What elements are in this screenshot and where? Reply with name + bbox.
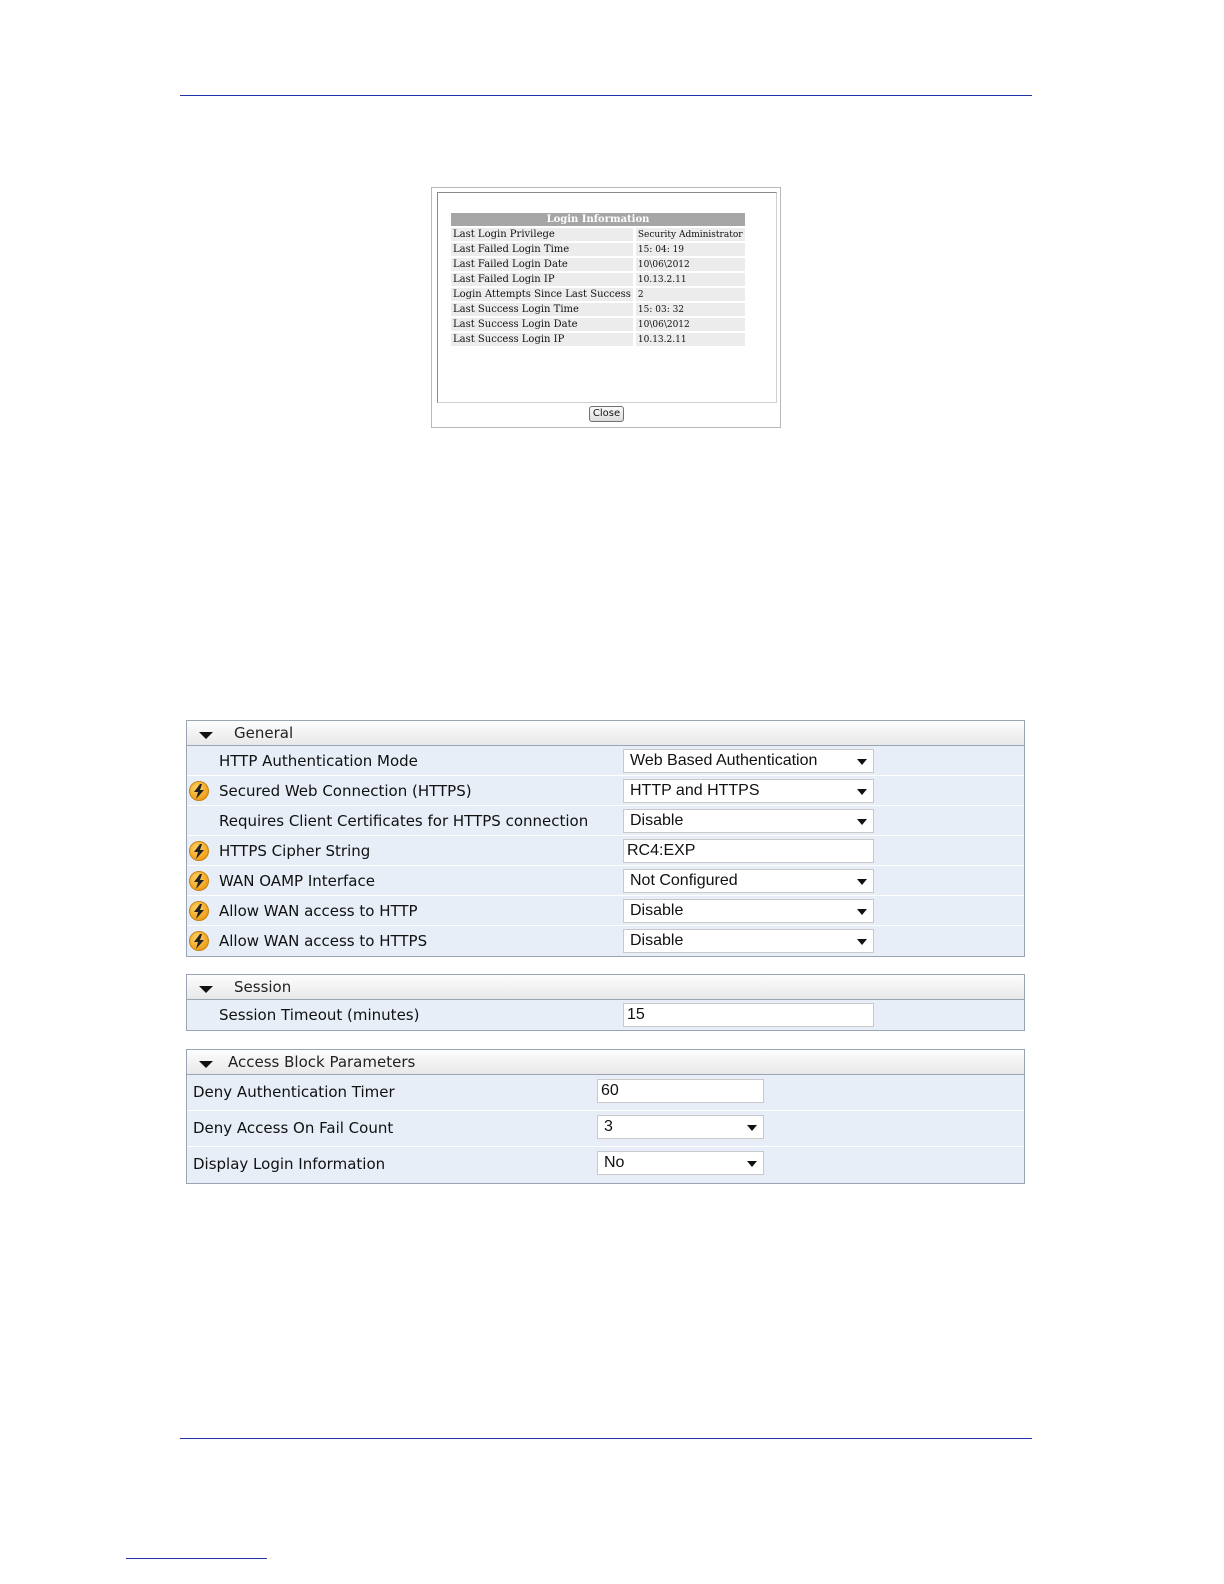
setting-row-deny-auth-timer [187,1075,1024,1111]
client-certificates-select[interactable] [623,809,874,833]
setting-label: Allow WAN access to HTTPS [219,932,428,950]
session-panel-header[interactable] [187,975,1024,1000]
select-value: 3 [604,1118,613,1135]
setting-label: Deny Authentication Timer [193,1083,395,1101]
lightning-bolt-icon [189,901,209,921]
select-value: Web Based Authentication [630,752,818,769]
collapse-caret-icon[interactable] [199,732,213,739]
setting-row-display-login-info [187,1147,1024,1183]
row-value: 15: 04: 19 [633,243,745,256]
collapse-caret-icon[interactable] [199,1061,213,1068]
lightning-bolt-icon [189,841,209,861]
display-login-info-select[interactable] [597,1151,764,1175]
row-label: Last Login Privilege [451,228,633,241]
general-panel [186,720,1025,957]
session-panel-title: Session [234,978,292,996]
dropdown-arrow-icon [857,759,867,765]
select-value: Disable [630,902,684,919]
row-value: 10\06\2012 [633,258,745,271]
table-row [451,303,745,316]
close-button[interactable]: Close [589,406,624,422]
row-value: 15: 03: 32 [633,303,745,316]
table-row [451,333,745,346]
row-label: Last Failed Login Date [451,258,633,271]
lightning-bolt-icon [189,871,209,891]
row-value: Security Administrator [633,228,745,241]
setting-label: Requires Client Certificates for HTTPS connection [219,812,589,830]
session-panel [186,974,1025,1031]
setting-row-allow-wan-http [187,896,1024,926]
http-auth-mode-select[interactable] [623,749,874,773]
dropdown-arrow-icon [857,819,867,825]
dropdown-arrow-icon [857,909,867,915]
login-information-table [451,211,745,348]
select-value: Disable [630,812,684,829]
dropdown-arrow-icon [857,789,867,795]
setting-label: Allow WAN access to HTTP [219,902,418,920]
input-value: 60 [601,1082,619,1099]
row-label: Login Attempts Since Last Success [453,289,631,300]
general-panel-header[interactable] [187,721,1024,746]
input-value: 15 [627,1006,645,1023]
row-value: 10\06\2012 [633,318,745,331]
setting-row-wan-oamp-interface [187,866,1024,896]
dropdown-arrow-icon [747,1161,757,1167]
https-cipher-string-input[interactable] [623,839,874,863]
header-rule [180,95,1032,96]
setting-row-allow-wan-https [187,926,1024,956]
footnote-rule [126,1558,267,1559]
setting-row-deny-access-fail-count [187,1111,1024,1147]
row-label: Last Success Login IP [451,333,633,346]
setting-label: Display Login Information [193,1155,386,1173]
setting-label: Deny Access On Fail Count [193,1119,394,1137]
setting-row-client-certificates [187,806,1024,836]
table-row [451,243,745,256]
deny-auth-timer-input[interactable] [597,1079,764,1103]
setting-label: HTTP Authentication Mode [219,752,418,770]
dropdown-arrow-icon [747,1125,757,1131]
access-block-panel-header[interactable] [187,1050,1024,1075]
table-row [451,258,745,271]
setting-label: HTTPS Cipher String [219,842,371,860]
input-value: RC4:EXP [627,842,696,859]
lightning-bolt-icon [189,931,209,951]
row-label: Last Success Login Date [451,318,633,331]
setting-label: Session Timeout (minutes) [219,1006,420,1024]
row-label: Last Failed Login Time [451,243,633,256]
wan-oamp-interface-select[interactable] [623,869,874,893]
login-information-title: Login Information [451,213,745,226]
dropdown-arrow-icon [857,939,867,945]
row-label: Last Success Login Time [451,303,633,316]
select-value: No [604,1154,625,1171]
row-value: 10.13.2.11 [633,333,745,346]
login-information-dialog [431,187,781,428]
general-panel-title: General [234,724,294,742]
lightning-bolt-icon [189,781,209,801]
row-value: 2 [633,288,745,301]
access-block-panel-title: Access Block Parameters [228,1053,416,1071]
dropdown-arrow-icon [857,879,867,885]
collapse-caret-icon[interactable] [199,986,213,993]
setting-label: Secured Web Connection (HTTPS) [219,782,472,800]
setting-row-secured-web-connection [187,776,1024,806]
login-information-content [437,192,777,403]
table-row [451,273,745,286]
row-value: 10.13.2.11 [633,273,745,286]
select-value: Not Configured [630,872,738,889]
table-row [451,318,745,331]
deny-access-fail-count-select[interactable] [597,1115,764,1139]
table-row [451,288,745,301]
session-timeout-input[interactable] [623,1003,874,1027]
select-value: Disable [630,932,684,949]
allow-wan-http-select[interactable] [623,899,874,923]
setting-row-https-cipher-string [187,836,1024,866]
row-label: Last Failed Login IP [451,273,633,286]
access-block-panel [186,1049,1025,1184]
footer-rule [180,1438,1032,1439]
secured-web-connection-select[interactable] [623,779,874,803]
setting-label: WAN OAMP Interface [219,872,375,890]
allow-wan-https-select[interactable] [623,929,874,953]
setting-row-session-timeout [187,1000,1024,1030]
select-value: HTTP and HTTPS [630,782,760,799]
setting-row-http-auth-mode [187,746,1024,776]
table-row [451,228,745,241]
